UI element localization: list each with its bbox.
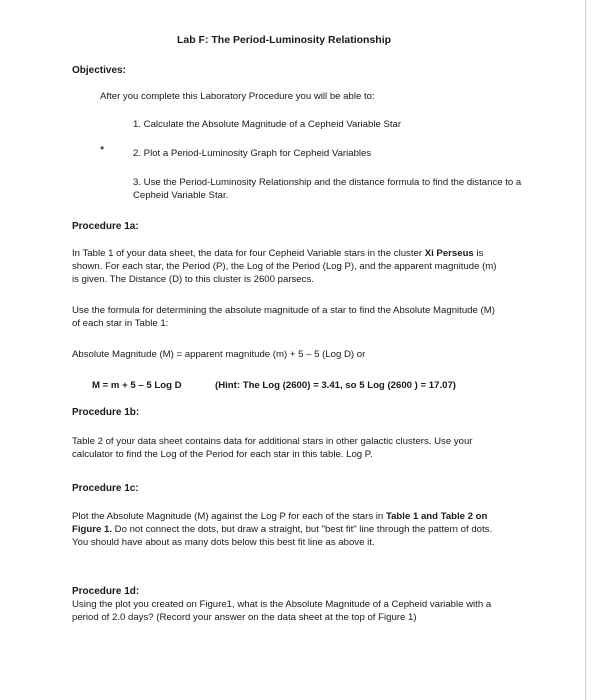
procedure-1d-text: Using the plot you created on Figure1, what is the Absolute Magnitude of a Cepheid variable with a period of 2.0 days? (Record your answer on the data sheet at the top of Figure 1) (72, 599, 492, 623)
procedure-1a-formula-intro: Use the formula for determining the absolute magnitude of a star to find the Absolute Magnitude (M) of each star in Table 1: (72, 305, 495, 329)
objective-3: 3. Use the Period-Luminosity Relationship and the distance formula to find the distance to a Cepheid Variable Star. (133, 177, 522, 201)
procedure-1a-heading: Procedure 1a: (72, 221, 139, 232)
formula-line-2: M = m + 5 – 5 Log D (92, 380, 182, 391)
objectives-intro: After you complete this Laboratory Procedure you will be able to: (100, 91, 375, 102)
procedure-1c-heading: Procedure 1c: (72, 483, 139, 494)
objectives-heading: Objectives: (72, 65, 126, 76)
page-title: Lab F: The Period-Luminosity Relationship (176, 34, 392, 46)
cluster-name: Xi Perseus (424, 248, 474, 259)
objective-1: 1. Calculate the Absolute Magnitude of a Cepheid Variable Star (133, 119, 402, 130)
procedure-1d-heading: Procedure 1d: (72, 586, 140, 597)
hint-text: (Hint: The Log (2600) = 3.41, so 5 Log (2600 ) = 17.07) (215, 380, 456, 391)
formula-line-1: Absolute Magnitude (M) = apparent magnitude (m) + 5 – 5 (Log D) or (72, 349, 366, 360)
stray-bullet: • (100, 141, 105, 155)
procedure-1b-text: Table 2 of your data sheet contains data for additional stars in other galactic clusters. Use your calculator to find the Log of the Period for each star in this table. Log P. (72, 436, 473, 460)
table-reference: Table 1 and Table 2 on Figure 1. (72, 511, 488, 535)
objective-2: 2. Plot a Period-Luminosity Graph for Cepheid Variables (133, 148, 372, 159)
procedure-1b-heading: Procedure 1b: (72, 407, 140, 418)
procedure-1a-text: In Table 1 of your data sheet, the data for four Cepheid Variable stars in the cluster Xi Perseus is shown. For each star, the Period (P), the Log of the Period (Log P), and the apparent magnitude (m) is given. The Distance (D) to this cluster is 2600 parsecs. (72, 248, 497, 285)
procedure-1c-text: Plot the Absolute Magnitude (M) against the Log P for each of the stars in Table 1 and Table 2 on Figure 1. Do not connect the dots, but draw a straight, but "best fit" line through the pattern of dots. You should have about as many dots below this best fit line as above it. (72, 511, 493, 548)
page-edge (585, 0, 586, 700)
